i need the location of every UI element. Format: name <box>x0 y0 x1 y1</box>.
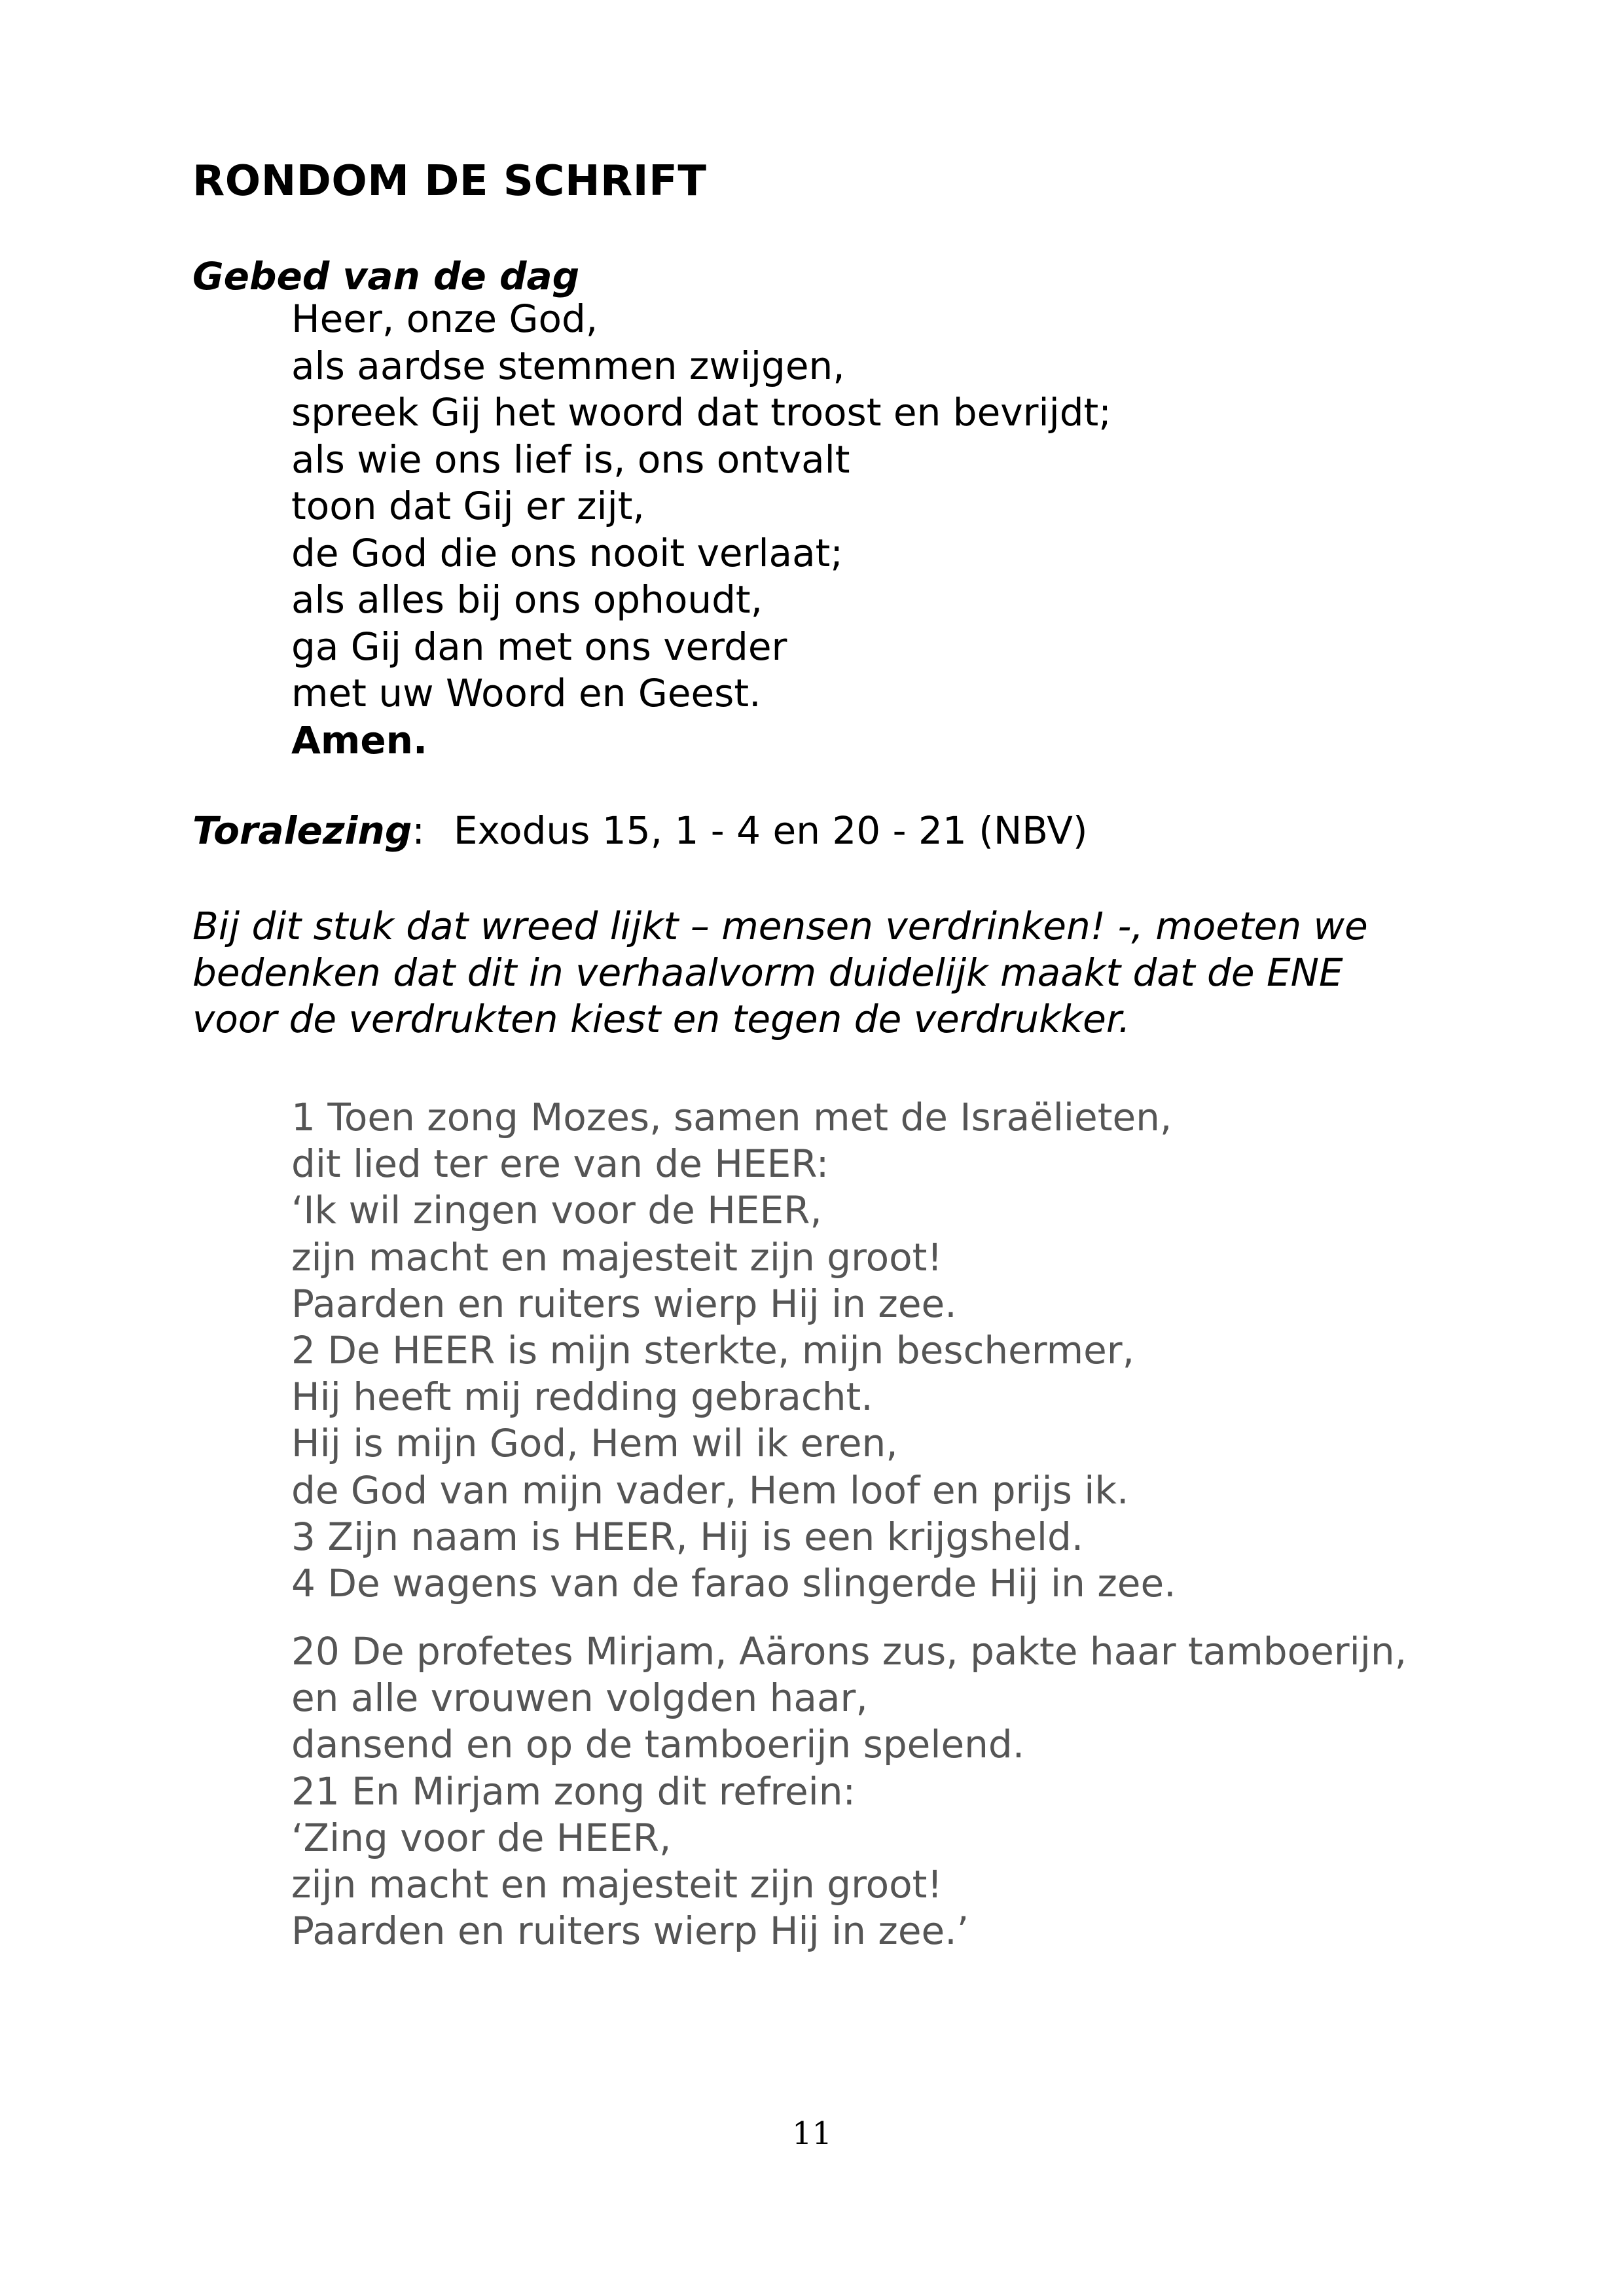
scripture-line: dansend en op de tamboerijn spelend. <box>291 1722 1025 1767</box>
scripture-line: de God van mijn vader, Hem loof en prijs ik. <box>291 1467 1129 1513</box>
intro-line: Bij dit stuk dat wreed lijkt – mensen verdrinken! -, moeten we <box>192 904 1368 948</box>
prayer-line: als aardse stemmen zwijgen, <box>291 343 845 388</box>
reading-reference-line <box>192 808 1088 853</box>
reading-reference: Exodus 15, 1 - 4 en 20 - 21 (NBV) <box>453 808 1088 853</box>
scripture-line: 20 De profetes Mirjam, Aärons zus, pakte haar tamboerijn, <box>291 1629 1407 1674</box>
prayer-text <box>291 296 1111 764</box>
intro-line: bedenken dat dit in verhaalvorm duidelijk maakt dat de ENE <box>192 950 1343 995</box>
scripture-line: zijn macht en majesteit zijn groot! <box>291 1234 943 1280</box>
reading-label: Toralezing <box>192 808 412 853</box>
scripture-line: en alle vrouwen volgden haar, <box>291 1676 868 1721</box>
scripture-stanza-1 <box>291 1094 1176 1607</box>
prayer-label: Gebed van de dag <box>192 254 580 298</box>
scripture-line: zijn macht en majesteit zijn groot! <box>291 1862 943 1907</box>
prayer-line: als wie ons lief is, ons ontvalt <box>291 437 850 482</box>
scripture-line: Paarden en ruiters wierp Hij in zee. <box>291 1281 957 1326</box>
scripture-line: Hij heeft mij redding gebracht. <box>291 1374 873 1420</box>
page-heading: RONDOM DE SCHRIFT <box>192 157 707 206</box>
page-number: 11 <box>791 2115 833 2152</box>
prayer-line: de God die ons nooit verlaat; <box>291 530 843 575</box>
prayer-line: als alles bij ons ophoudt, <box>291 577 763 622</box>
scripture-line: 2 De HEER is mijn sterkte, mijn beschermer, <box>291 1328 1135 1373</box>
scripture-line: 4 De wagens van de farao slingerde Hij in zee. <box>291 1561 1176 1606</box>
scripture-line: dit lied ter ere van de HEER: <box>291 1141 829 1187</box>
scripture-stanza-2 <box>291 1628 1407 1954</box>
scripture-line: Hij is mijn God, Hem wil ik eren, <box>291 1421 898 1466</box>
prayer-amen: Amen. <box>291 717 427 762</box>
scripture-line: ‘Ik wil zingen voor de HEER, <box>291 1188 822 1233</box>
scripture-line: 1 Toen zong Mozes, samen met de Israëlieten, <box>291 1095 1172 1139</box>
intro-line: voor de verdrukten kiest en tegen de verdrukker. <box>192 997 1130 1041</box>
prayer-line: spreek Gij het woord dat troost en bevrijdt; <box>291 390 1111 435</box>
scripture-line: Paarden en ruiters wierp Hij in zee.’ <box>291 1909 969 1954</box>
prayer-line: met uw Woord en Geest. <box>291 671 761 715</box>
prayer-line: toon dat Gij er zijt, <box>291 484 645 528</box>
prayer-line: Heer, onze God, <box>291 296 598 341</box>
scripture-line: 21 En Mirjam zong dit refrein: <box>291 1768 856 1814</box>
scripture-line: ‘Zing voor de HEER, <box>291 1815 672 1860</box>
reading-separator: : <box>412 808 425 853</box>
reading-introduction <box>192 903 1368 1043</box>
scripture-line: 3 Zijn naam is HEER, Hij is een krijgsheld. <box>291 1514 1084 1559</box>
prayer-line: ga Gij dan met ons verder <box>291 624 787 669</box>
